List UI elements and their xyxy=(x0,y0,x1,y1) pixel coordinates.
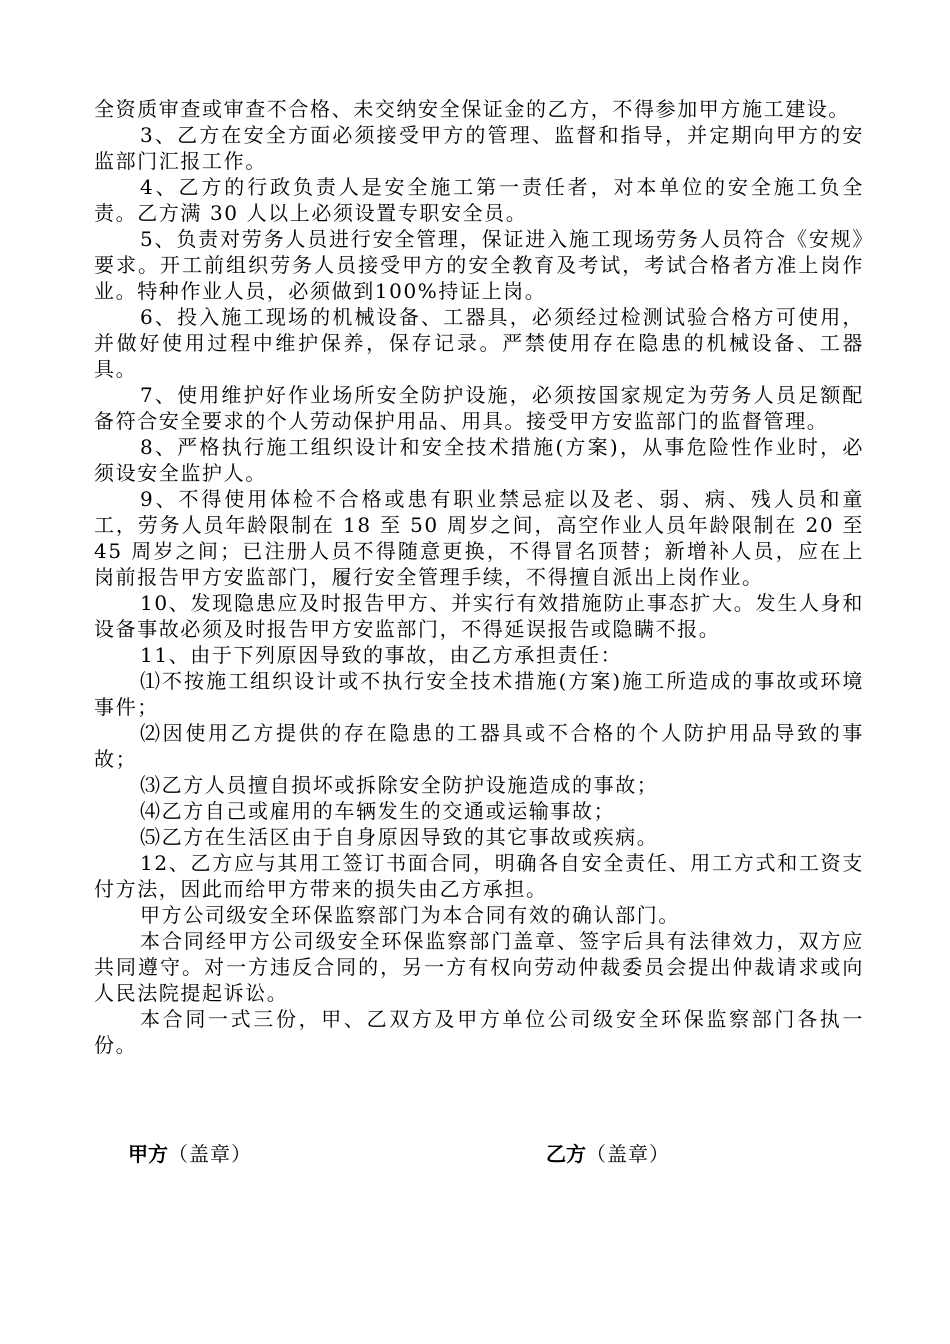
contract-paragraph: ⑴不按施工组织设计或不执行安全技术措施(方案)施工所造成的事故或环境事件； xyxy=(94,669,864,719)
party-b-label: 乙方 xyxy=(546,1142,586,1166)
signature-party-a xyxy=(128,1140,252,1168)
contract-paragraph: 本合同经甲方公司级安全环保监察部门盖章、签字后具有法律效力，双方应共同遵守。对一方违反合同的，另一方有权向劳动仲裁委员会提出仲裁请求或向人民法院提起诉讼。 xyxy=(94,929,864,1005)
contract-paragraph: 5、负责对劳务人员进行安全管理，保证进入施工现场劳务人员符合《安规》要求。开工前组织劳务人员接受甲方的安全教育及考试，考试合格者方准上岗作业。特种作业人员，必须做到100%持证上岗。 xyxy=(94,227,864,303)
party-a-label: 甲方 xyxy=(128,1142,168,1166)
contract-paragraph: 3、乙方在安全方面必须接受甲方的管理、监督和指导，并定期向甲方的安监部门汇报工作。 xyxy=(94,123,864,173)
contract-paragraph: ⑷乙方自己或雇用的车辆发生的交通或运输事故； xyxy=(140,799,616,823)
party-b-seal: （盖章） xyxy=(586,1142,670,1166)
contract-paragraph: 11、由于下列原因导致的事故，由乙方承担责任： xyxy=(140,643,623,667)
contract-paragraph: 10、发现隐患应及时报告甲方、并实行有效措施防止事态扩大。发生人身和设备事故必须及时报告甲方安监部门，不得延误报告或隐瞒不报。 xyxy=(94,591,864,641)
contract-paragraph: 8、严格执行施工组织设计和安全技术措施(方案)，从事危险性作业时，必须设安全监护人。 xyxy=(94,435,864,485)
party-a-seal: （盖章） xyxy=(168,1142,252,1166)
signature-party-b xyxy=(546,1140,670,1168)
contract-paragraph: 4、乙方的行政负责人是安全施工第一责任者，对本单位的安全施工负全责。乙方满 30 人以上必须设置专职安全员。 xyxy=(94,175,864,225)
contract-paragraph: 9、不得使用体检不合格或患有职业禁忌症以及老、弱、病、残人员和童工，劳务人员年龄限制在 18 至 50 周岁之间，高空作业人员年龄限制在 20 至 45 周岁之间；已注册人员不得随意更换，不得冒名顶替；新增补人员，应在上岗前报告甲方安监部门，履行安全管理手续，不得擅自派出上岗作业。 xyxy=(94,487,864,589)
contract-paragraph: 甲方公司级安全环保监察部门为本合同有效的确认部门。 xyxy=(140,903,680,927)
contract-paragraph: 12、乙方应与其用工签订书面合同，明确各自安全责任、用工方式和工资支付方法，因此而给甲方带来的损失由乙方承担。 xyxy=(94,851,864,901)
contract-paragraph: ⑸乙方在生活区由于自身原因导致的其它事故或疾病。 xyxy=(140,825,659,849)
contract-paragraph: 6、投入施工现场的机械设备、工器具，必须经过检测试验合格方可使用，并做好使用过程中维护保养，保存记录。严禁使用存在隐患的机械设备、工器具。 xyxy=(94,305,864,381)
contract-body xyxy=(94,96,864,1058)
contract-paragraph: ⑶乙方人员擅自损坏或拆除安全防护设施造成的事故； xyxy=(140,773,659,797)
contract-paragraph: 7、使用维护好作业场所安全防护设施，必须按国家规定为劳务人员足额配备符合安全要求的个人劳动保护用品、用具。接受甲方安监部门的监督管理。 xyxy=(94,383,864,433)
contract-paragraph: 全资质审查或审查不合格、未交纳安全保证金的乙方，不得参加甲方施工建设。 xyxy=(94,97,850,121)
contract-paragraph: 本合同一式三份，甲、乙双方及甲方单位公司级安全环保监察部门各执一份。 xyxy=(94,1007,864,1057)
contract-paragraph: ⑵因使用乙方提供的存在隐患的工器具或不合格的个人防护用品导致的事故； xyxy=(94,721,864,771)
